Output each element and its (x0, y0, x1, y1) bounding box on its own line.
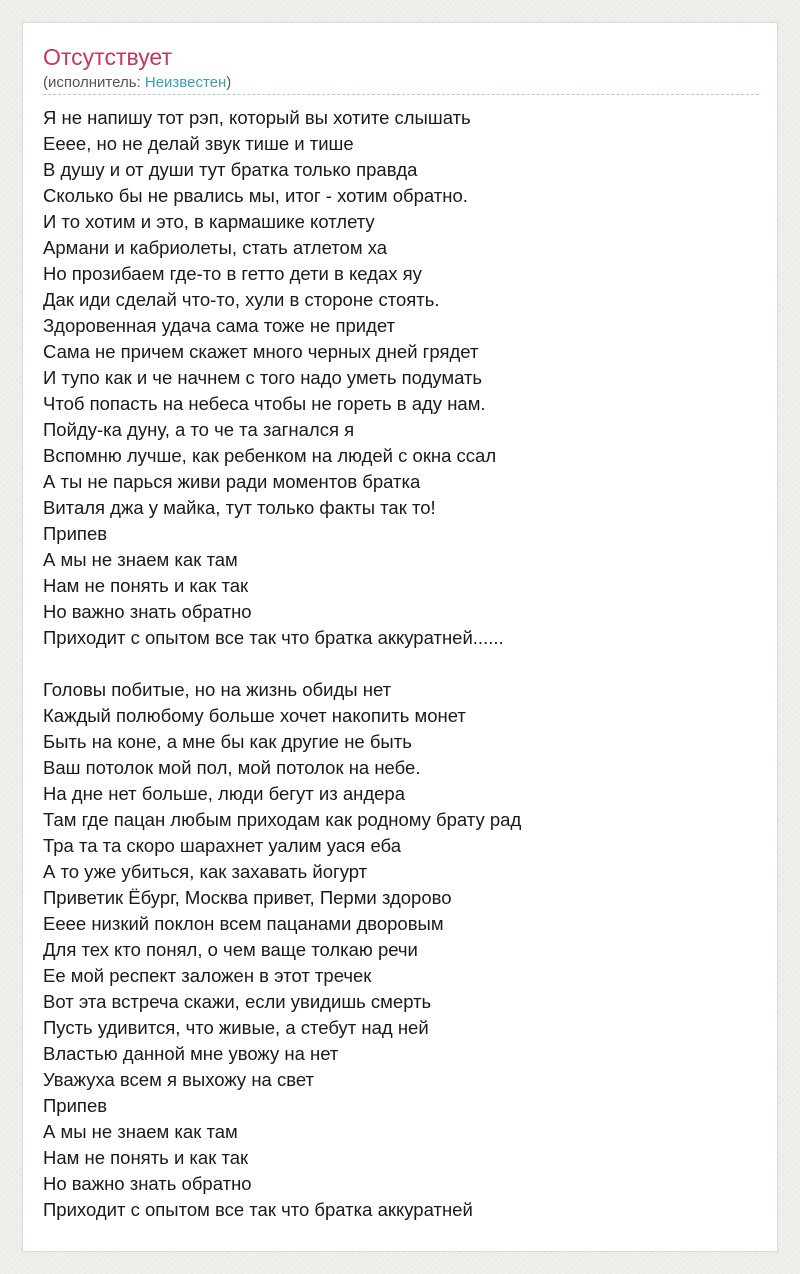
lyric-line: А мы не знаем как там (43, 549, 238, 570)
lyric-line: А то уже убиться, как захавать йогурт (43, 861, 368, 882)
lyric-line: А ты не парься живи ради моментов братка (43, 471, 421, 492)
lyric-line: Быть на коне, а мне бы как другие не быть (43, 731, 412, 752)
lyrics-card (22, 22, 778, 1252)
lyric-line: Приветик Ёбург, Москва привет, Перми здорово (43, 887, 452, 908)
lyric-line: А мы не знаем как там (43, 1121, 238, 1142)
lyric-line: В душу и от души тут братка только правда (43, 159, 418, 180)
lyric-line: Нам не понять и как так (43, 575, 249, 596)
lyric-line: Пойду-ка дуну, а то че та загнался я (43, 419, 355, 440)
lyric-line: Ее мой респект заложен в этот тречек (43, 965, 372, 986)
lyric-line: Сколько бы не рвались мы, итог - хотим обратно. (43, 185, 468, 206)
lyric-line: Еееe, но не делай звук тише и тише (43, 133, 354, 154)
lyric-line: Припев (43, 523, 108, 544)
lyric-line: Еееe низкий поклон всем пацанами дворовым (43, 913, 444, 934)
song-title: Отсутствует (43, 44, 172, 70)
lyric-line: И то хотим и это, в кармашике котлету (43, 211, 375, 232)
artist-suffix: ) (226, 74, 232, 91)
lyric-line: Я не напишу тот рэп, который вы хотите слышать (43, 107, 471, 128)
lyric-line: Чтоб попасть на небеса чтобы не гореть в аду нам. (43, 393, 486, 414)
lyric-line: Каждый полюбому больше хочет накопить монет (43, 705, 466, 726)
lyric-line: Головы побитые, но на жизнь обиды нет (43, 679, 392, 700)
lyric-line: Властью данной мне увожу на нет (43, 1043, 339, 1064)
lyric-line: Пусть удивится, что живые, а стебут над ней (43, 1017, 429, 1038)
lyric-line: Для тех кто понял, о чем ваще толкаю речи (43, 939, 418, 960)
lyrics-text (43, 105, 759, 1223)
lyric-line: Вспомню лучше, как ребенком на людей с окна ссал (43, 445, 497, 466)
artist-prefix: (исполнитель: (43, 74, 145, 91)
lyric-line: Приходит с опытом все так что братка аккуратней (43, 1199, 473, 1220)
lyric-line: Припев (43, 1095, 108, 1116)
lyric-line: Но прозибаем где-то в гетто дети в кедах яу (43, 263, 422, 284)
lyric-line: Дак иди сделай что-то, хули в стороне стоять. (43, 289, 440, 310)
lyric-line: Но важно знать обратно (43, 601, 252, 622)
lyric-line: Сама не причем скажет много черных дней грядет (43, 341, 479, 362)
lyric-line: Вот эта встреча скажи, если увидишь смерть (43, 991, 432, 1012)
lyric-line: Там где пацан любым приходам как родному брату рад (43, 809, 522, 830)
artist-link[interactable]: Неизвестен (144, 74, 227, 91)
lyric-line: Но важно знать обратно (43, 1173, 252, 1194)
lyric-line: Тра та та скоро шарахнет уалим уася еба (43, 835, 401, 856)
lyric-line: И тупо как и че начнем с того надо уметь подумать (43, 367, 483, 388)
lyric-line: Уважуха всем я выхожу на свет (43, 1069, 314, 1090)
artist-line (43, 73, 759, 95)
lyric-line: Приходит с опытом все так что братка аккуратней...... (43, 627, 504, 648)
lyric-line: Здоровенная удача сама тоже не придет (43, 315, 396, 336)
lyric-line: Виталя джа у майка, тут только факты так то! (43, 497, 436, 518)
lyric-line: Ваш потолок мой пол, мой потолок на небе. (43, 757, 421, 778)
lyric-line: На дне нет больше, люди бегут из андера (43, 783, 405, 804)
lyric-line (43, 651, 759, 677)
lyric-line: Нам не понять и как так (43, 1147, 249, 1168)
lyric-line: Армани и кабриолеты, стать атлетом ха (43, 237, 388, 258)
